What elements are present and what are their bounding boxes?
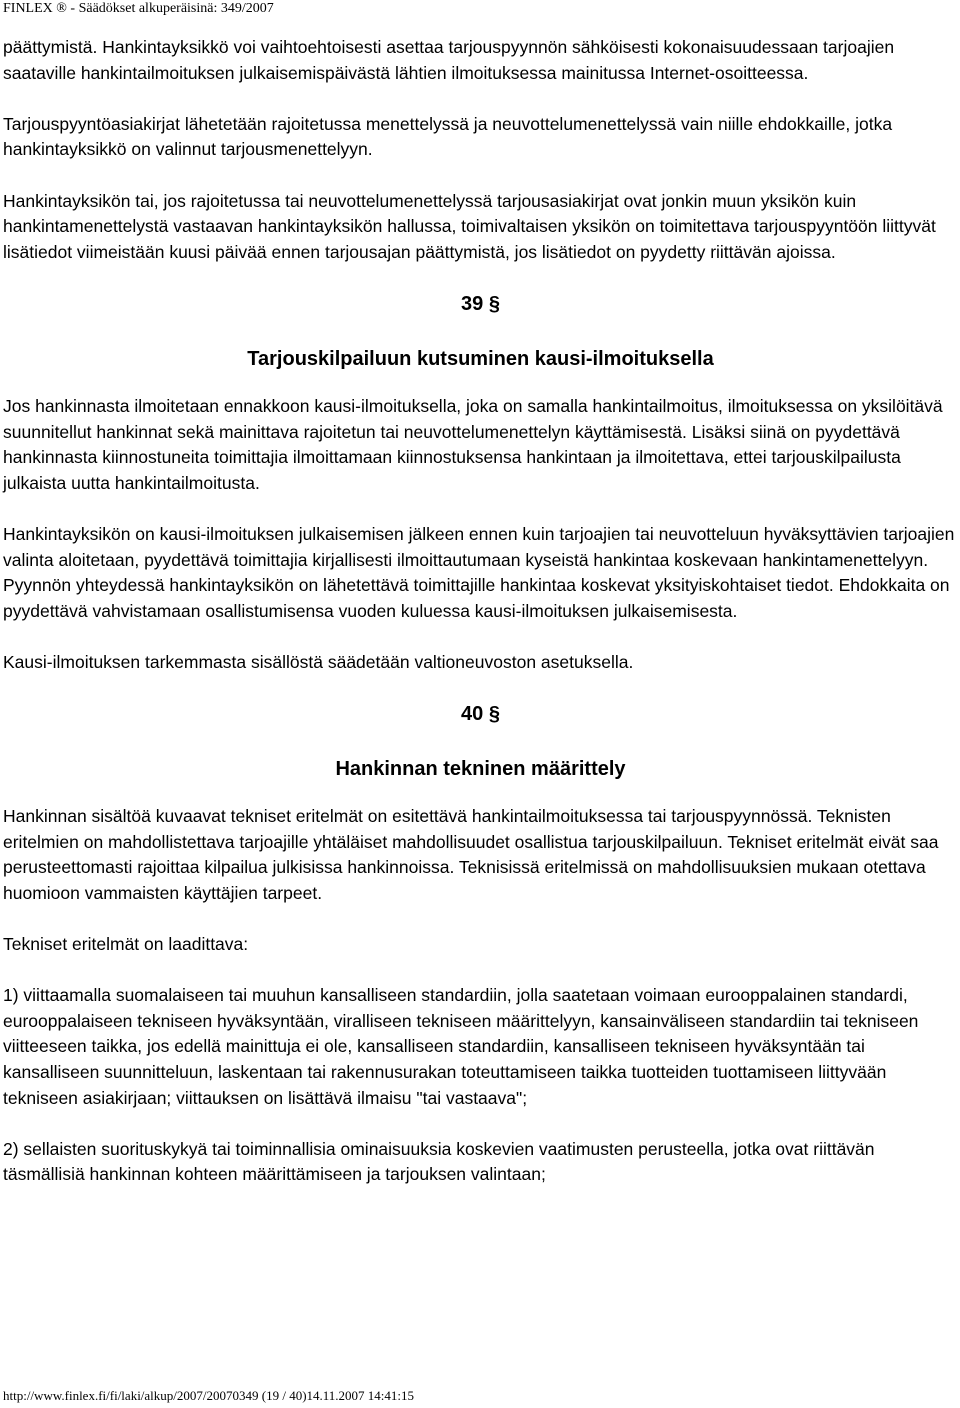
paragraph-continuation: päättymistä. Hankintayksikkö voi vaihtoehtoisesti asettaa tarjouspyynnön sähköisesti kokonaisuudessaan tarjoajien saataville hankintailmoituksen julkaisemispäivästä lähtien ilmoituksessa mainitussa Internet-osoitteessa. (3, 37, 895, 83)
section-40-paragraph-1: Hankinnan sisältöä kuvaavat tekniset eritelmät on esitettävä hankintailmoituksessa tai tarjouspyynnössä. Teknisten eritelmien on mahdollistettava tarjoajille yhtäläiset mahdollisuudet osallistua tarjouskilpailuun. Tekniset eritelmät eivät saa perusteettomasti rajoittaa kilpailua julkisissa hankinnoissa. Teknisissä eritelmissä on mahdollisuuksien mukaan otettava huomioon vammaisten käyttäjien tarpeet. (3, 806, 939, 903)
section-40-paragraph-2: Tekniset eritelmät on laadittava: (3, 934, 249, 955)
page-footer-url: http://www.finlex.fi/fi/laki/alkup/2007/20070349 (19 / 40)14.11.2007 14:41:15 (3, 1388, 415, 1403)
section-40-list-item-1: 1) viittaamalla suomalaiseen tai muuhun kansalliseen standardiin, jolla saatetaan voimaan eurooppalainen standardi, eurooppalaiseen tekniseen hyväksyntään, viralliseen tekniseen määrittelyyn, kansainväliseen standardiin tai tekniseen viitteeseen taikka, jos edellä mainittuja ei ole, kansalliseen standardiin, kansalliseen tekniseen hyväksyntään tai kansalliseen suunnitteluun, laskentaan tai rakennusurakan toteuttamiseen taikka tuotteiden tuottamiseen liittyvään tekniseen asiakirjaan; viittauksen on lisättävä ilmaisu "tai vastaava"; (3, 985, 919, 1108)
page-header: FINLEX ® - Säädökset alkuperäisinä: 349/2007 (3, 1, 274, 16)
document-body (3, 35, 958, 1214)
paragraph-additional-information: Hankintayksikön tai, jos rajoitetussa tai neuvottelumenettelyssä tarjousasiakirjat ovat jonkin muun yksikön kuin hankintamenettelystä vastaavan hankintayksikön hallussa, toimivaltaisen yksikön on toimitettava tarjouspyyntöön liittyvät lisätiedot viimeistään kuusi päivää ennen tarjousajan päättymistä, jos lisätiedot on pyydetty riittävän ajoissa. (3, 190, 936, 262)
paragraph-tender-documents: Tarjouspyyntöasiakirjat lähetetään rajoitetussa menettelyssä ja neuvottelumenettelyssä vain niille ehdokkaille, jotka hankintayksikkö on valinnut tarjousmenettelyyn. (3, 113, 893, 160)
section-39-number: 39 § (461, 292, 500, 315)
section-39-title: Tarjouskilpailuun kutsuminen kausi-ilmoituksella (247, 347, 714, 370)
section-40-title: Hankinnan tekninen määrittely (335, 758, 626, 781)
section-39-paragraph-3: Kausi-ilmoituksen tarkemmasta sisällöstä säädetään valtioneuvoston asetuksella. (3, 651, 634, 672)
section-40-list-item-2: 2) sellaisten suorituskykyä tai toiminnallisia ominaisuuksia koskevien vaatimusten perusteella, jotka ovat riittävän täsmällisiä hankinnan kohteen määrittämiseen ja tarjouksen valintaan; (3, 1138, 875, 1185)
section-40-number: 40 § (461, 703, 500, 726)
section-39-paragraph-2: Hankintayksikön on kausi-ilmoituksen julkaisemisen jälkeen ennen kuin tarjoajien tai neuvotteluun hyväksyttävien tarjoajien valinta aloitetaan, pyydettävä toimittajia kirjallisesti ilmoittautumaan kyseistä hankintaa koskevaan hankintamenettelyyn. Pyynnön yhteydessä hankintayksikön on lähetettävä toimittajille hankintaa koskevat yksityiskohtaiset tiedot. Ehdokkaita on pyydettävä vahvistamaan osallistumisensa vuoden kuluessa kausi-ilmoituksen julkaisemisesta. (3, 523, 955, 621)
section-39-paragraph-1: Jos hankinnasta ilmoitetaan ennakkoon kausi-ilmoituksella, joka on samalla hankintailmoitus, ilmoituksessa on yksilöitävä suunnitellut hankinnat sekä mainittava rajoitetun tai neuvottelumenettelyn käyttämisestä. Lisäksi siinä on pyydettävä hankinnasta kiinnostuneita toimittajia ilmoittamaan kiinnostuksensa hankintaan ja ilmoitettava, ettei tarjouskilpailusta julkaista uutta hankintailmoitusta. (3, 395, 943, 493)
